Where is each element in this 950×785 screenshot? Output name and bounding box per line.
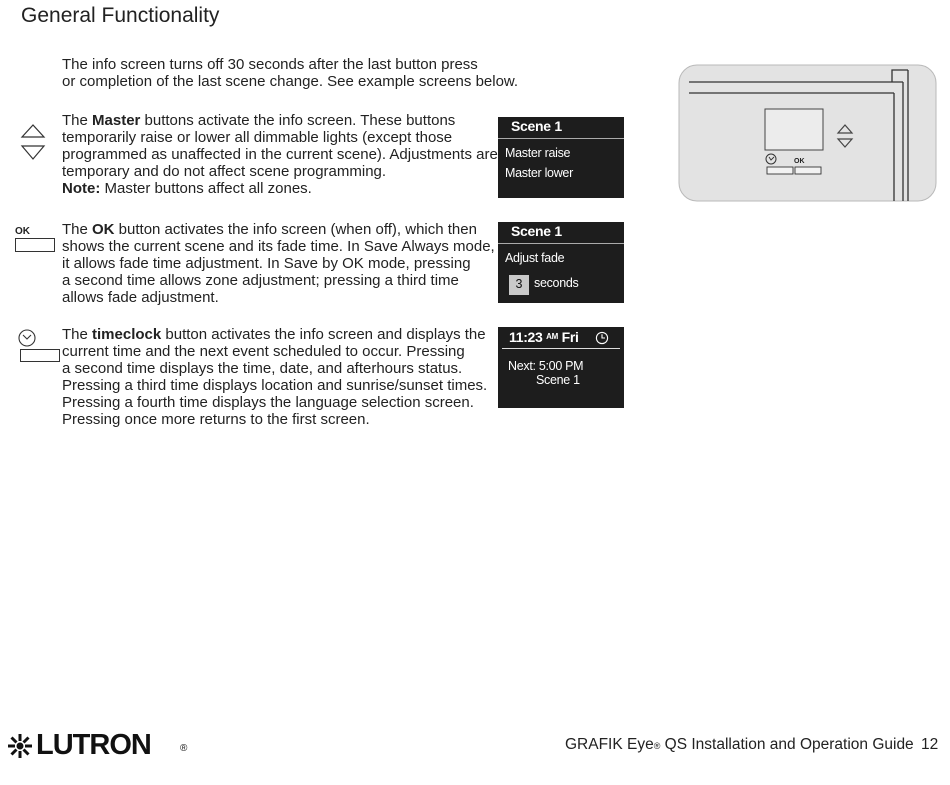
lutron-logo xyxy=(6,730,196,760)
ok-icon-label: OK xyxy=(15,226,30,237)
note-label: Note: xyxy=(62,180,101,197)
control-panel-illustration xyxy=(678,64,938,204)
page-title: General Functionality xyxy=(21,4,220,27)
panel-timeclock-button xyxy=(767,167,793,174)
timeclock-info-screen: 11:23 $^{AM}$ Fri Next: 5:00 PM Scene 1 xyxy=(498,327,624,408)
master-raise-lower-icon xyxy=(20,122,48,164)
logo-wordmark: LUTRON xyxy=(36,729,151,761)
guide-title: GRAFIK Eye® QS Installation and Operation Guide xyxy=(565,736,914,753)
page-number: 12 xyxy=(921,736,939,753)
master-info-screen: Scene 1 Master raise Master lower xyxy=(498,117,624,198)
current-time: 11:23 $^{AM}$ Fri xyxy=(509,329,579,345)
sunburst-icon xyxy=(6,732,34,760)
ok-button-icon xyxy=(15,238,55,252)
fade-value-box: 3 xyxy=(509,275,529,295)
panel-ok-button xyxy=(795,167,821,174)
clock-icon xyxy=(17,328,37,348)
intro-text: The info screen turns off 30 seconds after the last button press or completion of the last scene change. See example screens below. xyxy=(62,56,519,90)
panel-ok-label: OK xyxy=(794,158,805,165)
ok-info-screen: Scene 1 Adjust fade 3 seconds xyxy=(498,222,624,303)
timeclock-description: The timeclock button activates the info screen and displays the current time and the next event scheduled to occur. Pressing a second time displays the time, date, and afterhours status. Pressing a third time displays location and sunrise/sunset times. Pressing a fourth time displays the language selection screen. Pressing once more returns to the first screen. xyxy=(62,326,488,428)
timeclock-button-icon xyxy=(20,349,60,362)
screen-clock-icon xyxy=(595,331,609,345)
ok-description: The OK button activates the info screen (when off), which then shows the current scene and its fade time. In Save Always mode, it allows fade time adjustment. In Save by OK mode, pressing a second time allows zone adjustment; pressing a third time allows fade adjustment. xyxy=(62,221,495,306)
logo-registered-mark: ® xyxy=(180,743,188,754)
master-description: The Master buttons activate the info screen. These buttons temporarily raise or lower all dimmable lights (except those programmed as unaffected in the current scene). Adjustments are temporary and do not affect scene programming. Note: Master buttons affect all zones. xyxy=(62,112,498,197)
